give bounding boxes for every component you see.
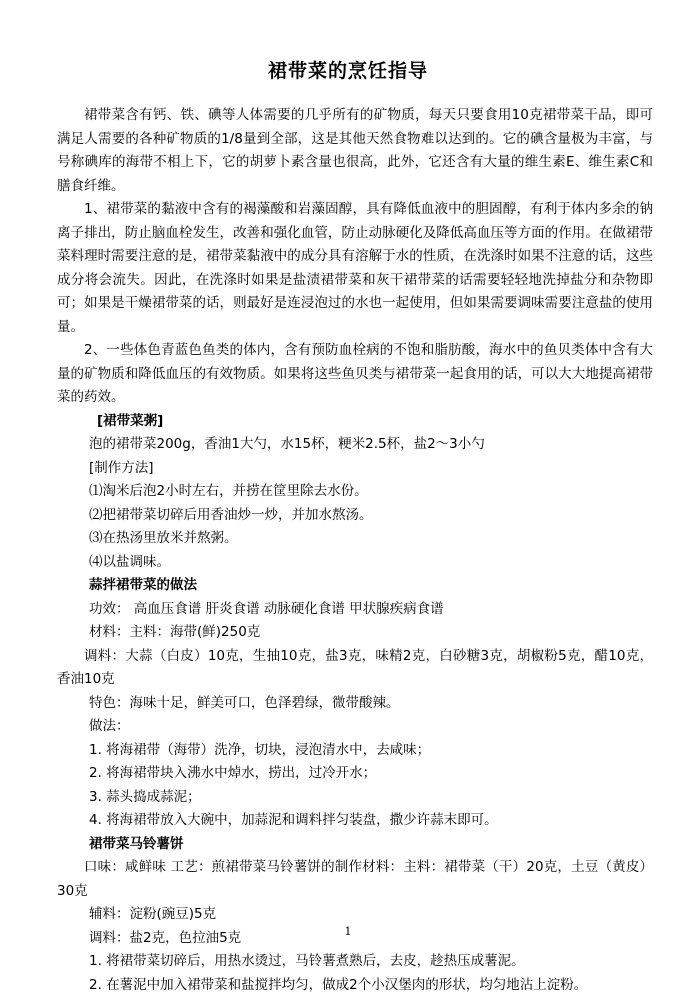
recipe-feature: 特色：海味十足，鲜美可口，色泽碧绿，微带酸辣。 xyxy=(57,692,653,716)
page-title: 裙带菜的烹饪指导 xyxy=(0,56,696,83)
recipe-step: 2. 在薯泥中加入裙带菜和盐搅拌均匀，做成2个小汉堡肉的形状，均匀地沾上淀粉。 xyxy=(57,974,653,997)
recipe-step: ⑴淘米后泡2小时左右，并捞在筐里除去水份。 xyxy=(57,480,653,504)
intro-paragraph: 裙带菜含有钙、铁、碘等人体需要的几乎所有的矿物质，每天只要食用10克裙带菜干品，即可满足人需要的各种矿物质的1/8量到全部，这是其他天然食物难以达到的。它的碘含量极为丰富，与号称碘库的海带不相上下，它的胡萝卜素含量也很高，此外，它还含有大量的维生素E、维生素C和膳食纤维。 xyxy=(57,104,653,198)
recipe-step: 1. 将裙带菜切碎后，用热水烫过，马铃薯煮熟后，去皮，趁热压成薯泥。 xyxy=(57,950,653,974)
recipe-ingredients: 泡的裙带菜200g，香油1大勺，水15杯，粳米2.5杯，盐2～3小勺 xyxy=(57,433,653,457)
recipe-step: ⑷以盐调味。 xyxy=(57,551,653,575)
method-label: 做法： xyxy=(57,715,653,739)
intro-paragraph: 2、一些体色青蓝色鱼类的体内，含有预防血栓病的不饱和脂肪酸，海水中的鱼贝类体中含有大量的矿物质和降低血压的有效物质。如果将这些鱼贝类与裙带菜一起食用的话，可以大大地提高裙带菜的药效。 xyxy=(57,339,653,410)
recipe-seasoning: 调料：盐2克，色拉油5克 xyxy=(57,927,653,951)
recipe-material: 材料：主料：海带(鲜)250克 xyxy=(57,621,653,645)
recipe-heading: [裙带菜粥] xyxy=(57,410,653,434)
recipe-seasoning: 调料：大蒜（白皮）10克，生抽10克，盐3克，味精2克，白砂糖3克，胡椒粉5克，醋10克，香油10克 xyxy=(57,645,653,692)
recipe-heading: 蒜拌裙带菜的做法 xyxy=(57,574,653,598)
recipe-heading: 裙带菜马铃薯饼 xyxy=(57,833,653,857)
recipe-step: ⑶在热汤里放米并熬粥。 xyxy=(57,527,653,551)
recipe-effect: 功效： 高血压食谱 肝炎食谱 动脉硬化食谱 甲状腺疾病食谱 xyxy=(57,598,653,622)
recipe-step: 3. 蒜头捣成蒜泥； xyxy=(57,786,653,810)
intro-paragraph: 1、裙带菜的黏液中含有的褐藻酸和岩藻固醇，具有降低血液中的胆固醇，有利于体内多余的钠离子排出，防止脑血栓发生，改善和强化血管，防止动脉硬化及降低高血压等方面的作用。在做裙带菜料理时需要注意的是，裙带菜黏液中的成分具有溶解于水的性质，在洗涤时如果不注意的话，这些成分将会流失。因此，在洗涤时如果是盐渍裙带菜和灰干裙带菜的话需要轻轻地洗掉盐分和杂物即可；如果是干燥裙带菜的话，则最好是连浸泡过的水也一起使用，但如果需要调味需要注意盐的使用量。 xyxy=(57,198,653,339)
page-number: 1 xyxy=(0,925,696,938)
method-label: [制作方法] xyxy=(57,457,653,481)
recipe-taste: 口味：咸鲜味 工艺：煎裙带菜马铃薯饼的制作材料：主料：裙带菜（干）20克，土豆（黄皮）30克 xyxy=(57,856,653,903)
recipe-step: 1. 将海裙带（海带）洗净，切块，浸泡清水中，去咸味； xyxy=(57,739,653,763)
recipe-step: ⑵把裙带菜切碎后用香油炒一炒，并加水熬汤。 xyxy=(57,504,653,528)
recipe-aux: 辅料：淀粉(豌豆)5克 xyxy=(57,903,653,927)
recipe-step: 2. 将海裙带块入沸水中焯水，捞出，过冷开水； xyxy=(57,762,653,786)
recipe-step: 4. 将海裙带放入大碗中，加蒜泥和调料拌匀装盘，撒少许蒜末即可。 xyxy=(57,809,653,833)
document-body xyxy=(57,104,653,997)
